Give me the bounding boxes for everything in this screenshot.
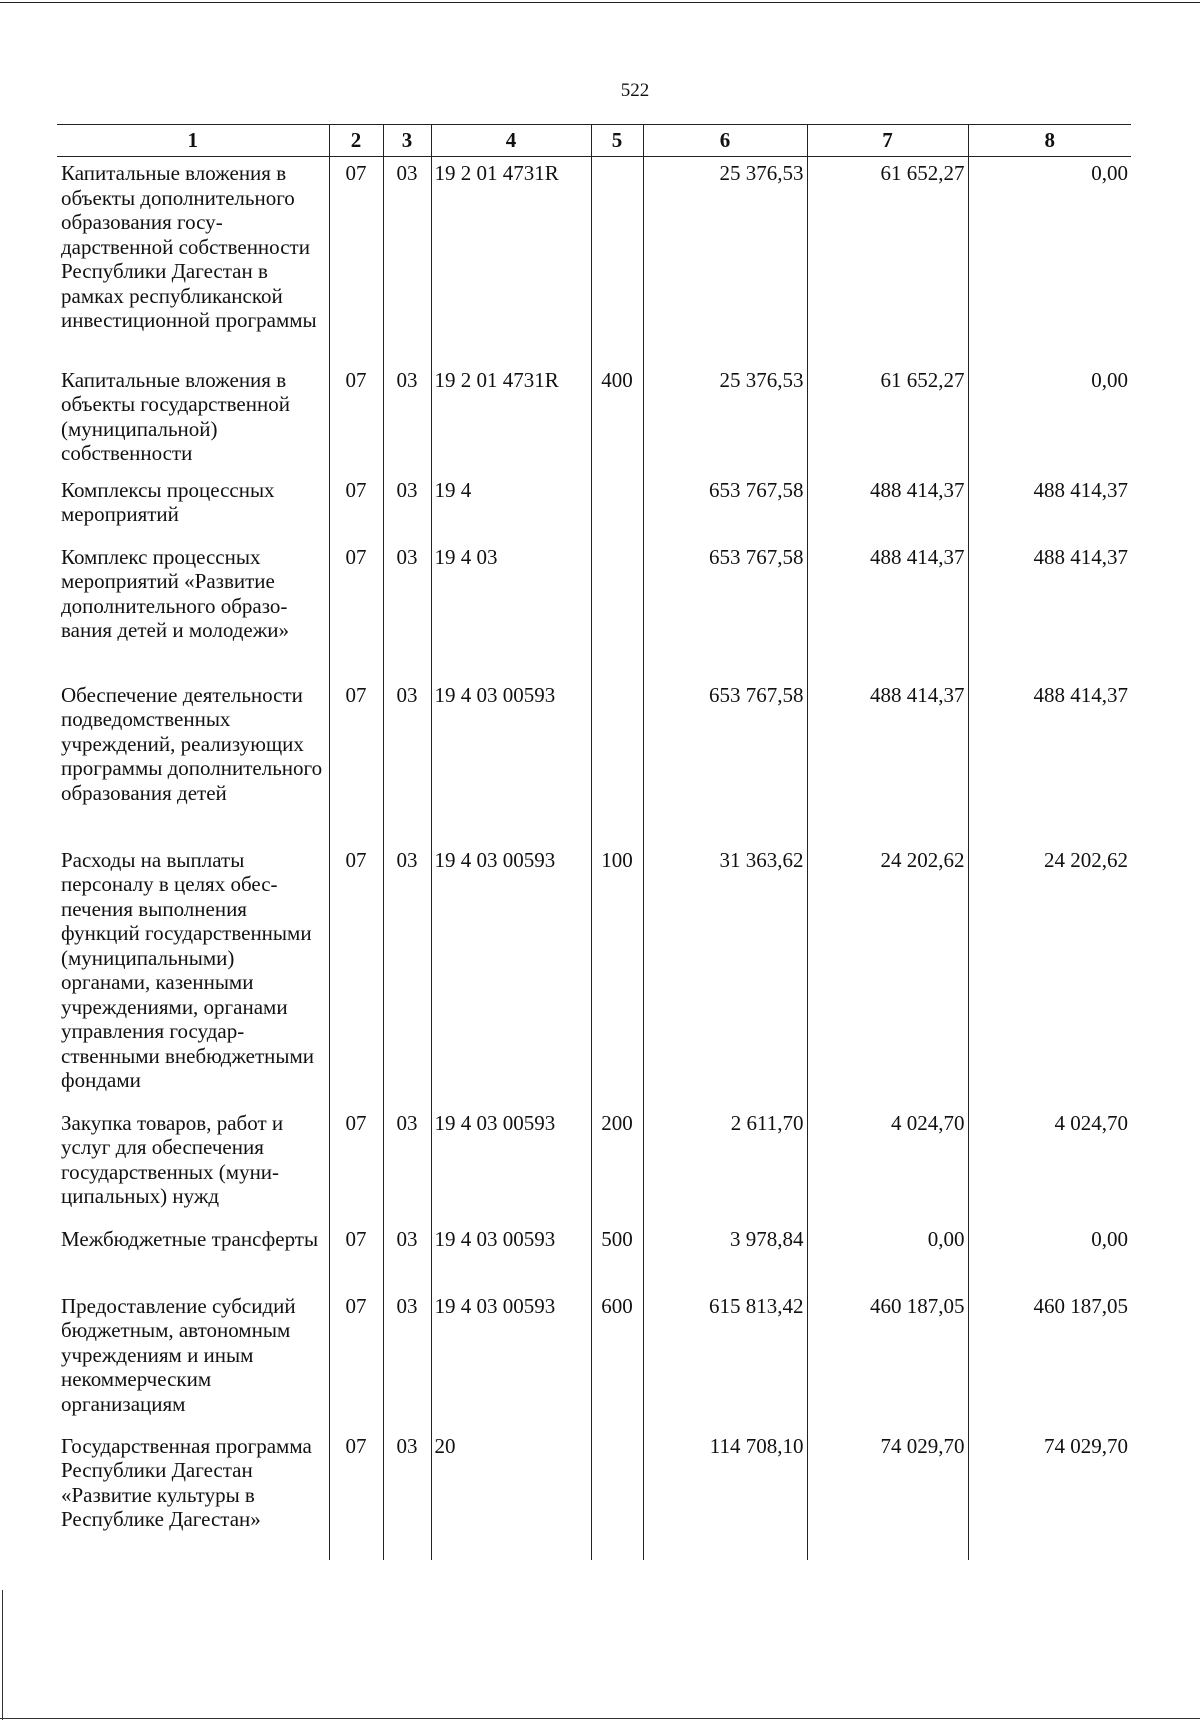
column-header: 3 xyxy=(383,125,431,157)
column-header: 5 xyxy=(591,125,643,157)
row-subsection: 03 xyxy=(383,474,431,541)
row-amount-year3: 488 414,37 xyxy=(968,541,1131,679)
row-amount-year2: 61 652,27 xyxy=(807,364,968,474)
row-target-code: 19 4 03 00593 xyxy=(431,844,591,1107)
row-section: 07 xyxy=(329,474,383,541)
row-amount-year1: 653 767,58 xyxy=(643,474,807,541)
row-section: 07 xyxy=(329,1290,383,1430)
table-row xyxy=(57,1290,1131,1430)
row-expense-type xyxy=(591,679,643,844)
row-amount-year1: 31 363,62 xyxy=(643,844,807,1107)
row-subsection: 03 xyxy=(383,541,431,679)
row-name: Комплексы процессных мероприятий xyxy=(61,477,275,526)
row-amount-year1: 3 978,84 xyxy=(643,1223,807,1290)
row-section: 07 xyxy=(329,364,383,474)
budget-table xyxy=(57,124,1131,1560)
page-number: 522 xyxy=(620,80,650,101)
row-amount-year3: 0,00 xyxy=(968,1223,1131,1290)
column-header: 8 xyxy=(968,125,1131,157)
row-section: 07 xyxy=(329,679,383,844)
row-amount-year2: 24 202,62 xyxy=(807,844,968,1107)
row-name: Обеспечение деятельности подведомственных учреждений, реализующих программы дополнительного образования детей xyxy=(61,682,323,805)
table-row xyxy=(57,844,1131,1107)
row-amount-year3: 0,00 xyxy=(968,157,1131,364)
row-subsection: 03 xyxy=(383,1430,431,1560)
row-amount-year2: 0,00 xyxy=(807,1223,968,1290)
row-target-code: 20 xyxy=(431,1430,591,1560)
row-amount-year3: 74 029,70 xyxy=(968,1430,1131,1560)
row-name: Предоставление субсидий бюджетным, автономным учреждениям и иным некоммерческим организациям xyxy=(61,1293,296,1416)
row-section: 07 xyxy=(329,844,383,1107)
row-subsection: 03 xyxy=(383,844,431,1107)
row-amount-year3: 488 414,37 xyxy=(968,679,1131,844)
row-amount-year2: 488 414,37 xyxy=(807,541,968,679)
row-section: 07 xyxy=(329,1223,383,1290)
table-row xyxy=(57,679,1131,844)
row-section: 07 xyxy=(329,541,383,679)
row-expense-type xyxy=(591,1430,643,1560)
row-amount-year2: 460 187,05 xyxy=(807,1290,968,1430)
row-section: 07 xyxy=(329,1430,383,1560)
row-target-code: 19 4 03 xyxy=(431,541,591,679)
table-row xyxy=(57,157,1131,364)
row-amount-year1: 653 767,58 xyxy=(643,541,807,679)
table-row xyxy=(57,474,1131,541)
row-amount-year1: 25 376,53 xyxy=(643,157,807,364)
left-margin-line xyxy=(2,1590,3,1720)
row-amount-year3: 0,00 xyxy=(968,364,1131,474)
row-expense-type: 500 xyxy=(591,1223,643,1290)
row-name: Государственная программа Республики Дагестан «Развитие культуры в Республике Дагестан» xyxy=(61,1433,312,1531)
row-target-code: 19 4 03 00593 xyxy=(431,1107,591,1223)
row-amount-year2: 488 414,37 xyxy=(807,474,968,541)
row-target-code: 19 4 03 00593 xyxy=(431,679,591,844)
row-amount-year1: 114 708,10 xyxy=(643,1430,807,1560)
row-name: Капитальные вложения в объекты государственной (муниципальной) собственности xyxy=(61,367,290,465)
row-target-code: 19 4 03 00593 xyxy=(431,1290,591,1430)
row-expense-type: 100 xyxy=(591,844,643,1107)
column-header: 7 xyxy=(807,125,968,157)
row-subsection: 03 xyxy=(383,1290,431,1430)
row-expense-type xyxy=(591,157,643,364)
row-amount-year3: 460 187,05 xyxy=(968,1290,1131,1430)
row-expense-type xyxy=(591,474,643,541)
row-subsection: 03 xyxy=(383,1107,431,1223)
row-name: Расходы на выплаты персоналу в целях обеспечения выполнения функций государственными (муниципальными) органами, казенными учреждениями, органами управления государственными внебюджетными фондами xyxy=(61,847,315,1092)
row-subsection: 03 xyxy=(383,1223,431,1290)
row-amount-year2: 74 029,70 xyxy=(807,1430,968,1560)
column-header: 2 xyxy=(329,125,383,157)
top-rule xyxy=(0,2,1200,3)
row-expense-type: 400 xyxy=(591,364,643,474)
row-expense-type: 200 xyxy=(591,1107,643,1223)
column-header: 1 xyxy=(57,125,329,157)
row-amount-year2: 61 652,27 xyxy=(807,157,968,364)
row-subsection: 03 xyxy=(383,679,431,844)
row-name: Закупка товаров, работ и услуг для обеспечения государственных (муниципальных) нужд xyxy=(61,1110,284,1208)
table-row xyxy=(57,1223,1131,1290)
row-amount-year3: 488 414,37 xyxy=(968,474,1131,541)
row-name: Межбюджетные трансферты xyxy=(61,1226,319,1251)
table-row xyxy=(57,541,1131,679)
row-amount-year1: 2 611,70 xyxy=(643,1107,807,1223)
table-header-row xyxy=(57,125,1131,157)
row-amount-year2: 4 024,70 xyxy=(807,1107,968,1223)
column-header: 4 xyxy=(431,125,591,157)
table-row xyxy=(57,1430,1131,1560)
row-target-code: 19 2 01 4731R xyxy=(431,157,591,364)
row-expense-type xyxy=(591,541,643,679)
row-amount-year2: 488 414,37 xyxy=(807,679,968,844)
row-target-code: 19 4 xyxy=(431,474,591,541)
row-name: Капитальные вложения в объекты дополнительного образования государственной собственности Республики Дагестан в рамках республиканской инвестиционной программы xyxy=(61,161,317,332)
table-row xyxy=(57,364,1131,474)
row-name: Комплекс процессных мероприятий «Развитие дополнительного образования детей и молодежи» xyxy=(61,544,289,642)
row-target-code: 19 2 01 4731R xyxy=(431,364,591,474)
row-section: 07 xyxy=(329,157,383,364)
row-expense-type: 600 xyxy=(591,1290,643,1430)
row-amount-year1: 615 813,42 xyxy=(643,1290,807,1430)
bottom-rule xyxy=(0,1718,1200,1719)
row-amount-year3: 24 202,62 xyxy=(968,844,1131,1107)
row-section: 07 xyxy=(329,1107,383,1223)
row-subsection: 03 xyxy=(383,364,431,474)
row-amount-year1: 653 767,58 xyxy=(643,679,807,844)
row-subsection: 03 xyxy=(383,157,431,364)
row-amount-year3: 4 024,70 xyxy=(968,1107,1131,1223)
row-target-code: 19 4 03 00593 xyxy=(431,1223,591,1290)
column-header: 6 xyxy=(643,125,807,157)
table-row xyxy=(57,1107,1131,1223)
row-amount-year1: 25 376,53 xyxy=(643,364,807,474)
